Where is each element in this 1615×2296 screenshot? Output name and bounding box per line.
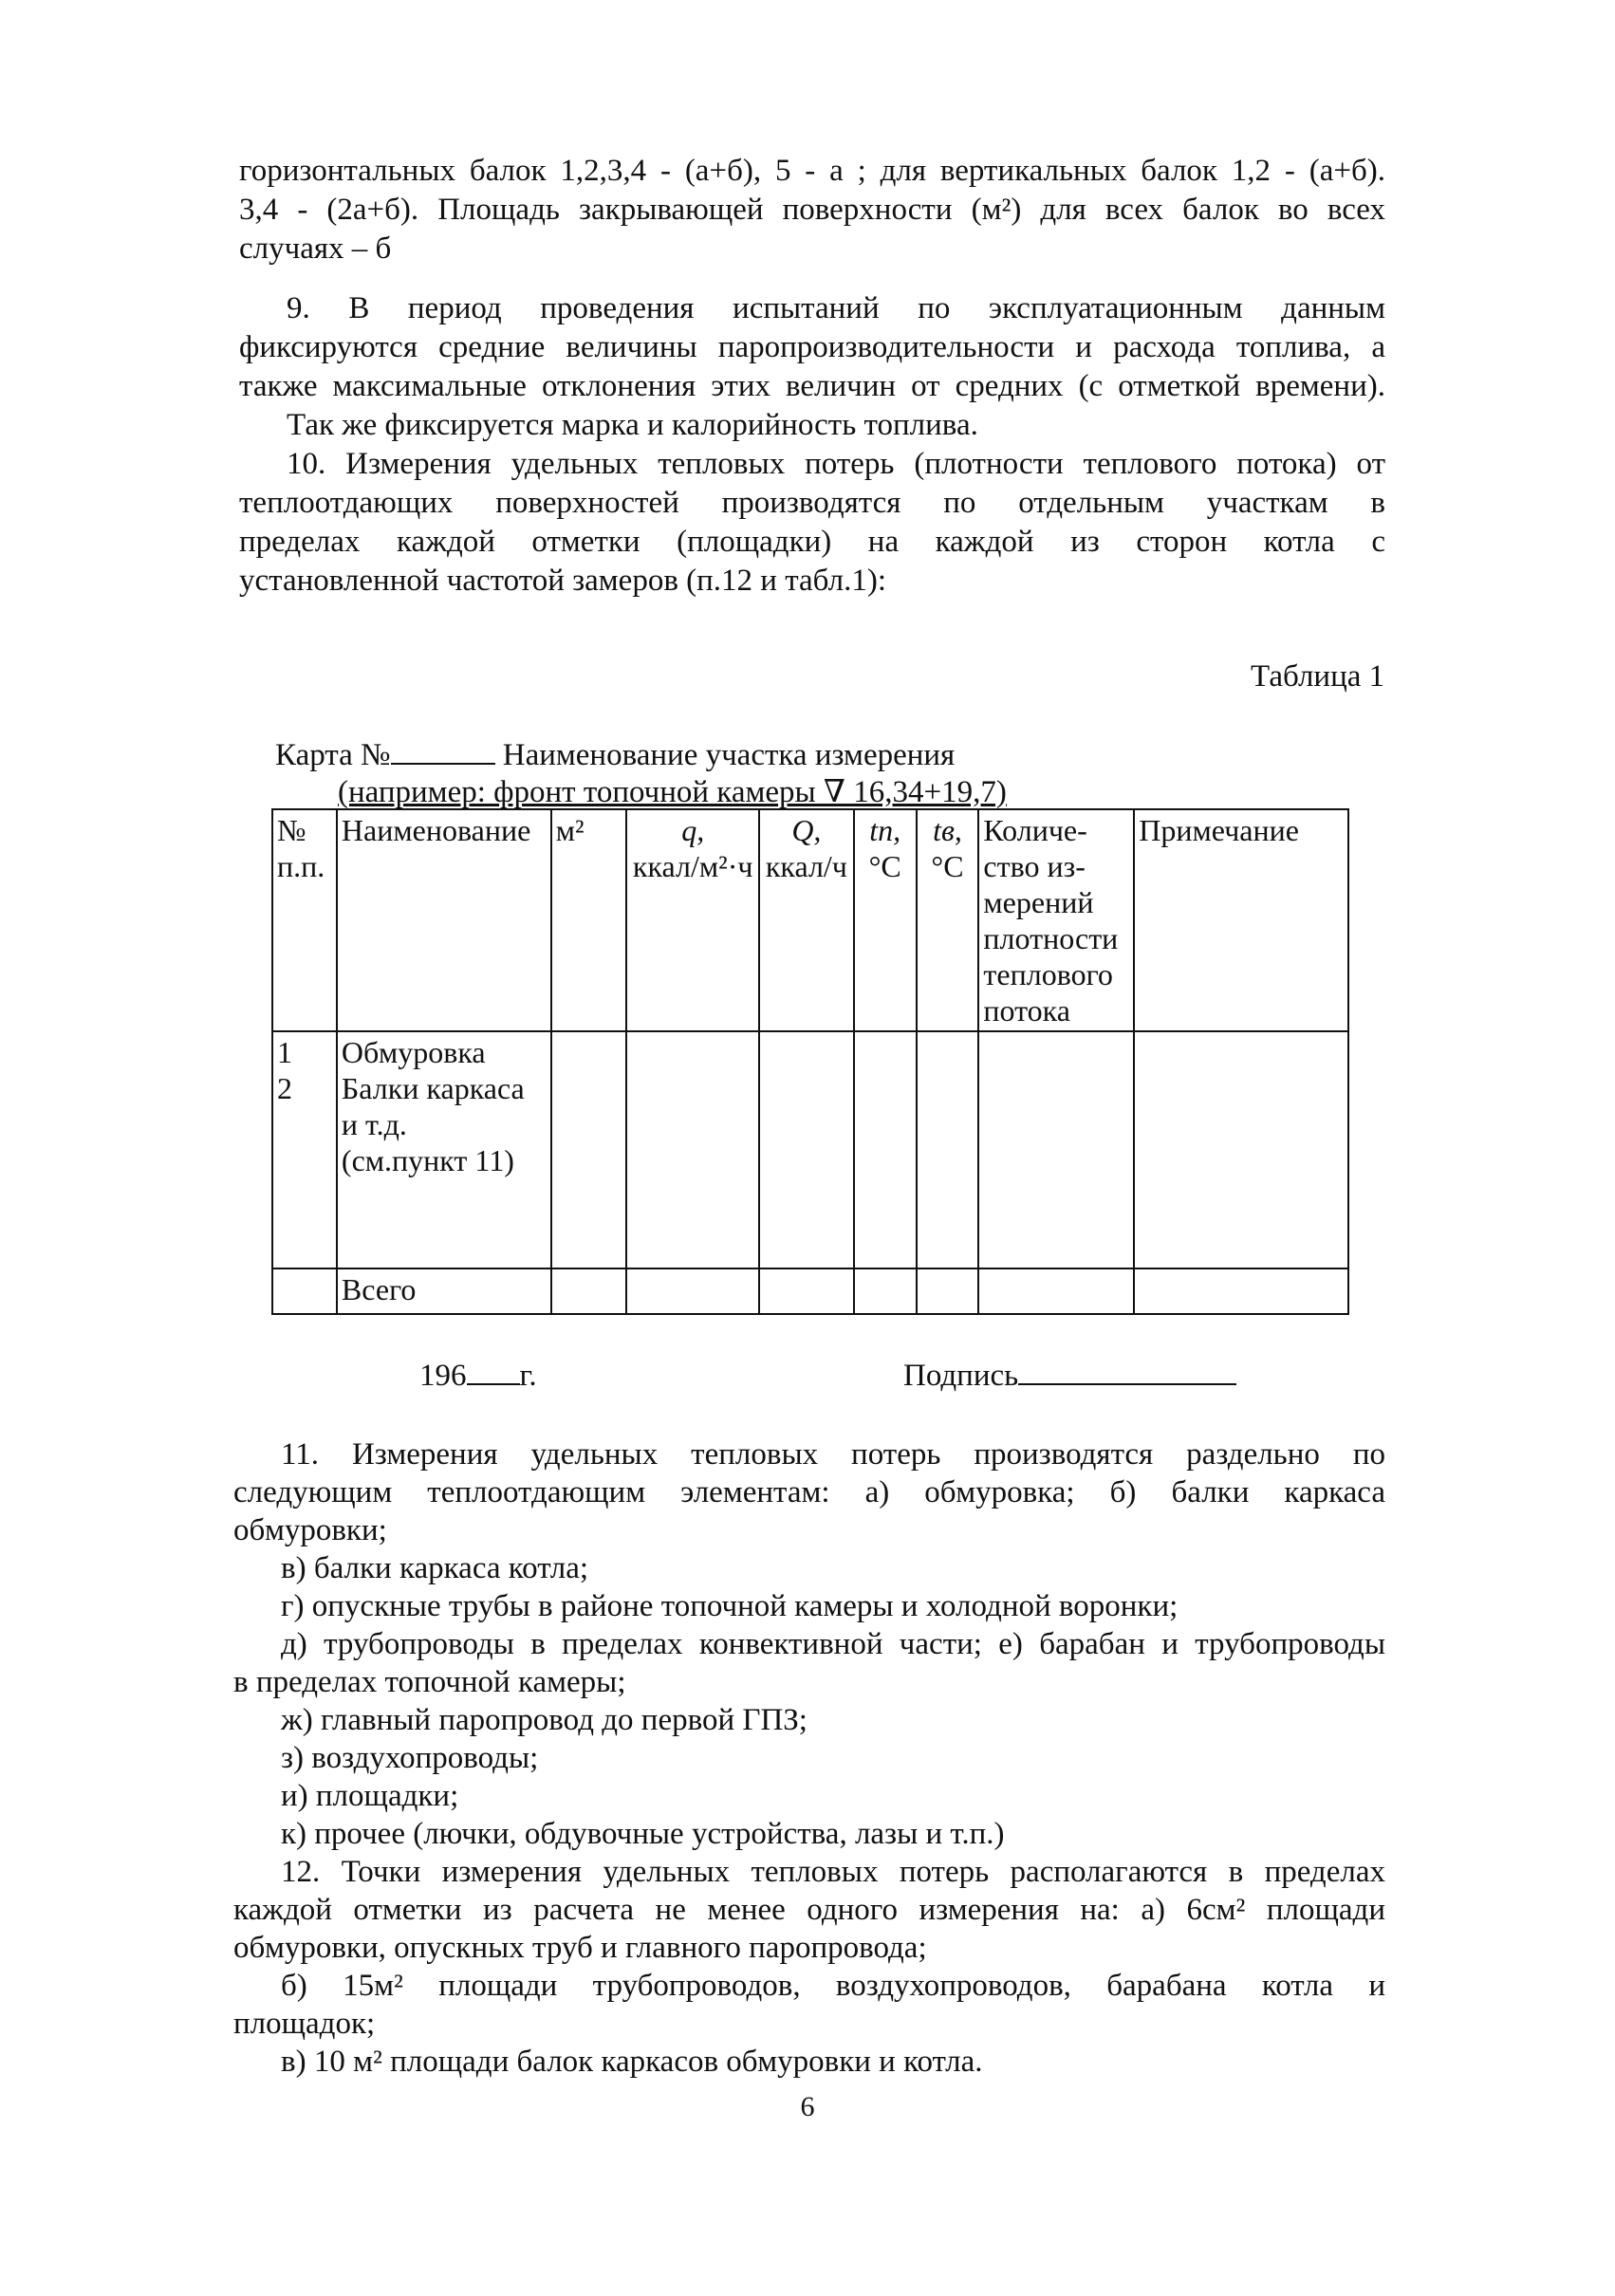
- card-section-title: Наименование участка измерения: [502, 738, 956, 772]
- list-item: г) опускные трубы в районе топочной камеры и холодной воронки;: [281, 1589, 1179, 1623]
- cell-empty: [1134, 1268, 1348, 1314]
- list-item: з) воздухопроводы;: [281, 1741, 539, 1775]
- header-note: Примечание: [1134, 809, 1348, 1031]
- header-count: Количе-ство из-мерений плотности теплового потока: [978, 809, 1134, 1031]
- table-row: [272, 1031, 1348, 1268]
- paragraph-10-line: пределах каждой отметки (площадки) на каждой из сторон котла с: [239, 525, 1385, 559]
- cell-empty: [551, 1268, 627, 1314]
- table-header-row: [272, 809, 1348, 1031]
- list-item: к) прочее (лючки, обдувочные устройства, лазы и т.п.): [281, 1817, 1005, 1851]
- paragraph-11-line: обмуровки;: [233, 1513, 387, 1547]
- header-tn: tп, °С: [854, 809, 917, 1031]
- cell-empty: [917, 1268, 979, 1314]
- paragraph-10-line: теплоотдающих поверхностей производятся по отдельным участкам в: [239, 486, 1385, 520]
- text-line: случаях – б: [239, 231, 392, 266]
- header-area: м²: [551, 809, 627, 1031]
- text-line: 3,4 - (2а+б). Площадь закрывающей поверхности (м²) для всех балок во всех: [239, 193, 1385, 227]
- cell-empty: [626, 1031, 759, 1268]
- list-item: в) балки каркаса котла;: [281, 1551, 589, 1585]
- cell-empty: [626, 1268, 759, 1314]
- paragraph-10-line: установленной частотой замеров (п.12 и табл.1):: [239, 564, 887, 598]
- paragraph-9-line: Так же фиксируется марка и калорийность топлива.: [287, 408, 978, 442]
- list-item: площадок;: [233, 2007, 376, 2041]
- paragraph-11-line: 11. Измерения удельных тепловых потерь производятся раздельно по: [281, 1437, 1385, 1472]
- paragraph-9-line: также максимальные отклонения этих величин от средних (с отметкой времени).: [239, 369, 1385, 403]
- cell-empty: [1134, 1031, 1348, 1268]
- cell-empty: [759, 1268, 854, 1314]
- paragraph-9-line: 9. В период проведения испытаний по эксплуатационным данным: [287, 291, 1385, 325]
- list-item: в пределах топочной камеры;: [233, 1665, 626, 1699]
- cell-empty: [978, 1031, 1134, 1268]
- bottom-section: [233, 1435, 1385, 2081]
- paragraph-12-line: обмуровки, опускных труб и главного паропровода;: [233, 1931, 927, 1965]
- paragraph-12-line: 12. Точки измерения удельных тепловых потерь располагаются в пределах: [281, 1855, 1385, 1889]
- list-item: и) площадки;: [281, 1779, 459, 1813]
- cell-empty: [551, 1031, 627, 1268]
- signature-year: 196 г.: [419, 1359, 537, 1393]
- text-line: горизонтальных балок 1,2,3,4 - (а+б), 5 - а ; для вертикальных балок 1,2 - (а+б).: [239, 154, 1385, 188]
- card-number-blank: [391, 740, 495, 765]
- table-caption: Таблица 1: [1251, 659, 1385, 694]
- cell-empty: [854, 1268, 917, 1314]
- list-item: б) 15м² площади трубопроводов, воздухопроводов, барабана котла и: [281, 1969, 1385, 2003]
- signature-blank: [1018, 1361, 1236, 1385]
- header-name: Наименование: [337, 809, 551, 1031]
- header-num: № п.п.: [272, 809, 337, 1031]
- paragraph-12-line: каждой отметки из расчета не менее одного измерения на: а) 6см² площади: [233, 1893, 1385, 1927]
- paragraph-11-line: следующим теплоотдающим элементам: а) обмуровка; б) балки каркаса: [233, 1475, 1385, 1509]
- header-q: q, ккал/м²·ч: [626, 809, 759, 1031]
- cell-name: Обмуровка Балки каркаса и т.д. (см.пункт 11): [337, 1031, 551, 1268]
- cell-empty: [759, 1031, 854, 1268]
- list-item: ж) главный паропровод до первой ГПЗ;: [281, 1703, 808, 1737]
- list-item: в) 10 м² площади балок каркасов обмуровки и котла.: [281, 2045, 983, 2079]
- cell-num: 1 2: [272, 1031, 337, 1268]
- cell-empty: [978, 1268, 1134, 1314]
- signature-label: Подпись: [903, 1359, 1236, 1394]
- top-section: [239, 152, 1385, 601]
- card-number-label: Карта №: [275, 738, 391, 772]
- cell-empty: [917, 1031, 979, 1268]
- header-Q: Q, ккал/ч: [759, 809, 854, 1031]
- list-item: д) трубопроводы в пределах конвективной части; е) барабан и трубопроводы: [281, 1627, 1385, 1661]
- header-tv: tв, °С: [917, 809, 979, 1031]
- paragraph-9-line: фиксируются средние величины паропроизводительности и расхода топлива, а: [239, 330, 1385, 364]
- cell-empty: [854, 1031, 917, 1268]
- page-number: 6: [800, 2091, 815, 2122]
- paragraph-10-line: 10. Измерения удельных тепловых потерь (плотности теплового потока) от: [287, 447, 1385, 481]
- card-example: (например: фронт топочной камеры ∇ 16,34+19,7): [338, 775, 1007, 809]
- total-label: Всего: [337, 1268, 551, 1314]
- table-total-row: [272, 1268, 1348, 1314]
- card-title-line: [275, 738, 955, 773]
- measurement-table: [271, 808, 1349, 1315]
- cell-empty: [272, 1268, 337, 1314]
